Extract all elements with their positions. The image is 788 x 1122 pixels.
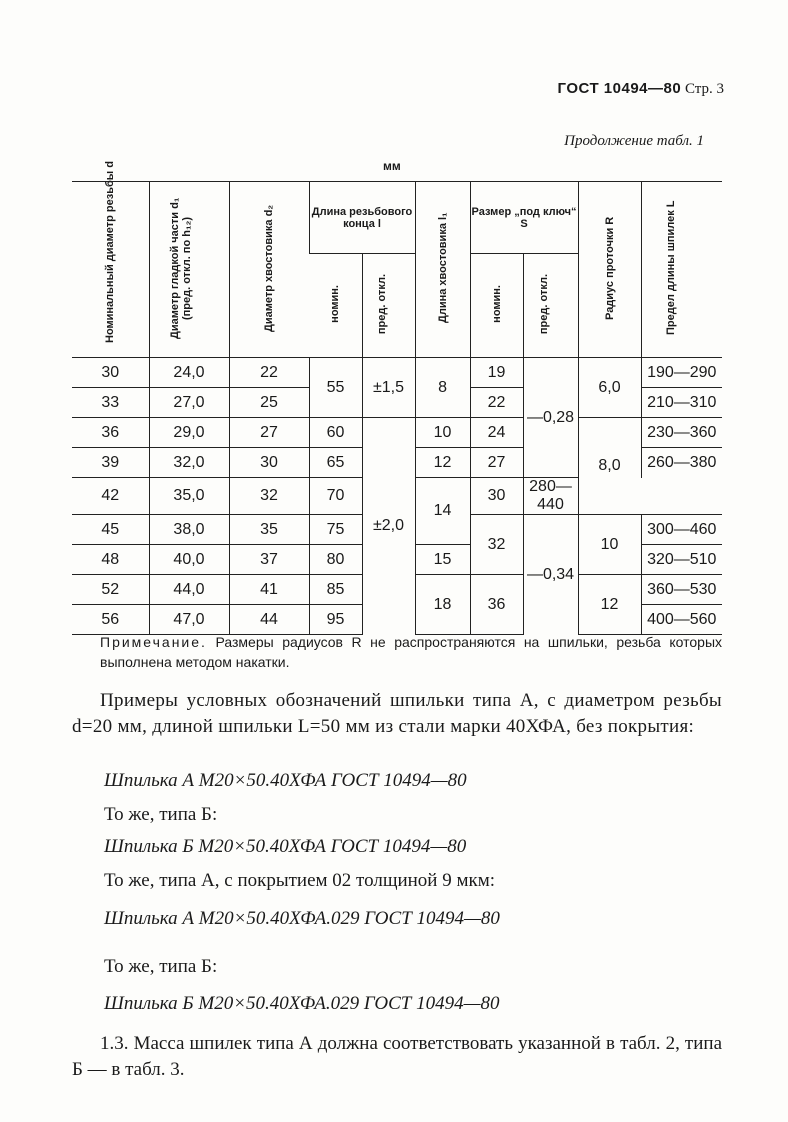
cell-length-limit: 360—530 [641, 575, 722, 605]
col-thread-deviation [362, 254, 415, 358]
note-text: Размеры радиусов R не распространяются на шпильки, резьба которых выполнена методом накатки. [100, 634, 723, 670]
cell-length-limit: 260—380 [641, 448, 722, 478]
cell-r: 10 [578, 515, 641, 575]
cell-l-nominal: 95 [309, 605, 362, 635]
cell-r: 8,0 [578, 418, 641, 515]
cell-s-nominal: 19 [470, 358, 523, 388]
cell-l1: 14 [415, 478, 470, 545]
cell-d: 39 [72, 448, 149, 478]
cell-d2: 41 [229, 575, 309, 605]
cell-s-nominal: 27 [470, 448, 523, 478]
cell-s-nominal: 22 [470, 388, 523, 418]
cell-length-limit: 300—460 [641, 515, 722, 545]
units-label: мм [383, 159, 401, 173]
cell-length-limit: 280—440 [523, 478, 578, 515]
note-label: Примечание. [100, 634, 207, 650]
col-smooth-diameter-label: Диаметр гладкой части d₁ (пред. откл. по h₁₂) [169, 197, 193, 339]
cell-l1: 12 [415, 448, 470, 478]
col-wrench-deviation [523, 254, 578, 358]
cell-d: 33 [72, 388, 149, 418]
cell-d2: 22 [229, 358, 309, 388]
cell-length-limit: 190—290 [641, 358, 722, 388]
cell-l-deviation: ±1,5 [362, 358, 415, 418]
example-designation-2: Шпилька Б М20×50.40ХФА ГОСТ 10494—80 [104, 836, 467, 857]
cell-d2: 32 [229, 478, 309, 515]
cell-d1: 35,0 [149, 478, 229, 515]
cell-d1: 47,0 [149, 605, 229, 635]
cell-d: 30 [101, 363, 120, 381]
cell-l1: 15 [415, 545, 470, 575]
col-tail-length [415, 182, 470, 358]
same-type-b-1: То же, типа Б: [104, 804, 218, 825]
standard-number: ГОСТ 10494—80 [557, 80, 682, 97]
cell-length-limit: 230—360 [641, 418, 722, 448]
example-designation-4: Шпилька Б М20×50.40ХФА.029 ГОСТ 10494—80 [104, 993, 500, 1014]
cell-d: 45 [72, 515, 149, 545]
cell-s-nominal: 30 [470, 478, 523, 515]
cell-l1: 8 [415, 358, 470, 418]
cell-d2: 30 [229, 448, 309, 478]
col-tail-diameter-label: Диаметр хвостовика d₂ [263, 204, 275, 332]
col-wrench-size [470, 182, 578, 254]
cell-d1: 38,0 [149, 515, 229, 545]
col-nominal-diameter-label: Номинальный диаметр резьбы d [104, 161, 117, 343]
cell-l-deviation: ±2,0 [362, 418, 415, 635]
col-length-limit [641, 182, 722, 358]
cell-d2: 25 [229, 388, 309, 418]
table-note [100, 632, 722, 672]
cell-s-nominal: 32 [470, 515, 523, 575]
col-wrench-nominal [470, 254, 523, 358]
col-thread-length-label: Длина резьбового конца l [311, 205, 413, 230]
cell-l1: 18 [415, 575, 470, 635]
col-smooth-diameter [149, 182, 229, 358]
cell-d: 52 [72, 575, 149, 605]
cell-r: 6,0 [578, 358, 641, 418]
cell-l-nominal: 75 [309, 515, 362, 545]
cell-s-deviation: —0,34 [523, 515, 578, 635]
col-wrench-nominal-label: номин. [490, 285, 503, 323]
cell-length-limit: 400—560 [641, 605, 722, 635]
cell-d: 56 [72, 605, 149, 635]
col-nominal-diameter [72, 161, 149, 358]
col-groove-radius-label: Радиус проточки R [603, 216, 616, 320]
cell-d2: 27 [229, 418, 309, 448]
cell-s-nominal: 24 [470, 418, 523, 448]
col-thread-deviation-label: пред. откл. [375, 273, 388, 335]
example-designation-1: Шпилька А М20×50.40ХФА ГОСТ 10494—80 [104, 770, 467, 791]
col-groove-radius [578, 182, 641, 358]
cell-d1: 44,0 [149, 575, 229, 605]
col-wrench-deviation-label: пред. откл. [537, 273, 550, 335]
cell-l1: 10 [415, 418, 470, 448]
cell-d2: 35 [229, 515, 309, 545]
cell-l-nominal: 60 [309, 418, 362, 448]
table-row [72, 358, 722, 388]
example-designation-3: Шпилька А М20×50.40ХФА.029 ГОСТ 10494—80 [104, 908, 500, 929]
cell-d1: 24,0 [149, 358, 229, 388]
cell-r: 12 [578, 575, 641, 635]
cell-l-nominal: 70 [309, 478, 362, 515]
cell-l-nominal: 80 [309, 545, 362, 575]
cell-d: 36 [72, 418, 149, 448]
col-length-limit-label: Предел длины шпилек L [664, 200, 677, 336]
clause-1-3: 1.3. Масса шпилек типа А должна соответствовать указанной в табл. 2, типа Б — в табл. 3. [72, 1033, 722, 1080]
cell-l-nominal: 85 [309, 575, 362, 605]
cell-d1: 32,0 [149, 448, 229, 478]
col-tail-diameter [229, 182, 309, 358]
cell-s-nominal: 36 [470, 575, 523, 635]
page-header [558, 80, 724, 98]
same-type-b-2: То же, типа Б: [104, 956, 218, 977]
table-row [72, 418, 722, 448]
col-wrench-size-label: Размер „под ключ“ S [471, 205, 577, 230]
cell-length-limit: 210—310 [641, 388, 722, 418]
same-type-a-coated: То же, типа А, с покрытием 02 толщиной 9 мкм: [104, 870, 496, 891]
table-continuation-label: Продолжение табл. 1 [564, 133, 704, 149]
page-number: Стр. 3 [684, 81, 724, 97]
cell-l-nominal: 65 [309, 448, 362, 478]
examples-intro: Примеры условных обозначений шпильки типа А, с диаметром резьбы d=20 мм, длиной шпильки L=50 мм из стали марки 40ХФА, без покрытия: [72, 690, 722, 737]
cell-d2: 44 [229, 605, 309, 635]
col-thread-nominal [309, 254, 362, 358]
cell-d1: 40,0 [149, 545, 229, 575]
col-thread-nominal-label: номин. [329, 285, 342, 323]
cell-d: 48 [72, 545, 149, 575]
cell-l-nominal: 55 [309, 358, 362, 418]
cell-s-deviation: —0,28 [523, 358, 578, 478]
col-tail-length-label: Длина хвостовика l₁ [436, 212, 449, 324]
cell-length-limit: 320—510 [641, 545, 722, 575]
cell-d1: 27,0 [149, 388, 229, 418]
cell-d2: 37 [229, 545, 309, 575]
cell-d1: 29,0 [149, 418, 229, 448]
cell-d: 42 [72, 478, 149, 515]
col-thread-length [309, 182, 415, 254]
